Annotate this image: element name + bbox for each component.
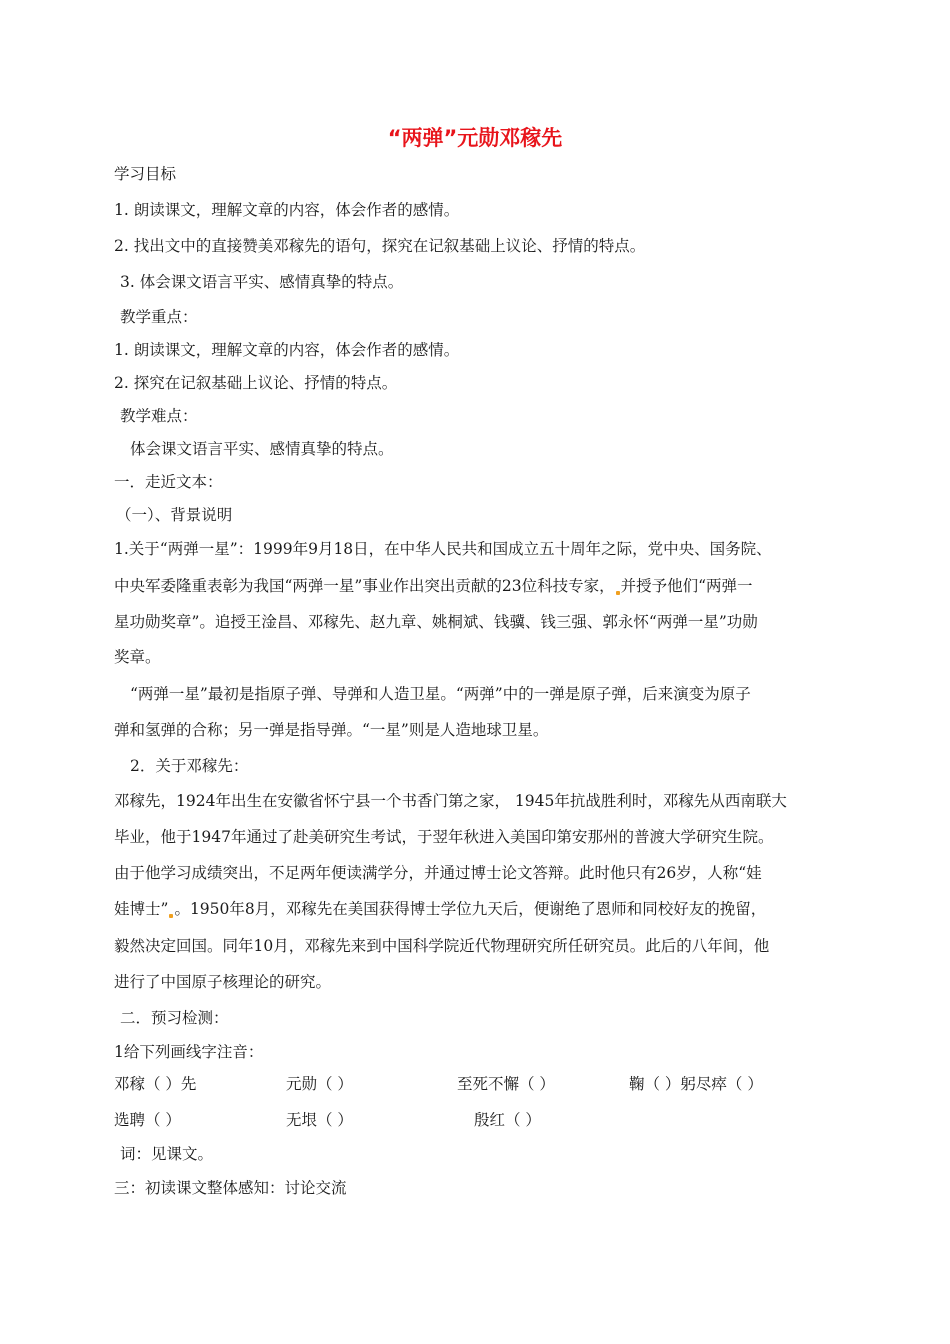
paragraph-line: 奖章。 xyxy=(114,648,161,666)
objective-item: 1. 朗读课文，理解文章的内容，体会作者的感情。 xyxy=(114,201,460,219)
paragraph-line: “两弹一星”最初是指原子弹、导弹和人造卫星。“两弹”中的一弹是原子弹，后来演变为原子 xyxy=(130,685,751,703)
section-heading: 一．走近文本： xyxy=(114,473,223,491)
paragraph-line: 娃博士” 。1950年8月，邓稼先在美国获得博士学位九天后，便谢绝了恩师和同校好友的挽留， xyxy=(114,900,767,918)
key-point-item: 2. 探究在记叙基础上议论、抒情的特点。 xyxy=(114,374,398,392)
paragraph-line: 毕业，他于1947年通过了赴美研究生考试，于翌年秋进入美国印第安那州的普渡大学研究生院。 xyxy=(114,828,774,846)
paragraph-line: 邓稼先，1924年出生在安徽省怀宁县一个书香门第之家， 1945年抗战胜利时，邓稼先从西南联大 xyxy=(114,792,787,810)
paragraph-line: 弹和氢弹的合称；另一弹是指导弹。“一星”则是人造地球卫星。 xyxy=(114,721,549,739)
vocab-note: 词：见课文。 xyxy=(120,1145,214,1163)
key-points-heading: 教学重点： xyxy=(120,308,198,326)
difficulty-text: 体会课文语言平实、感情真挚的特点。 xyxy=(130,440,394,458)
pinyin-item: 至死不懈（ ） xyxy=(457,1075,555,1093)
paragraph-line: 毅然决定回国。同年10月，邓稼先来到中国科学院近代物理研究所任研究员。此后的八年间，他 xyxy=(114,937,770,955)
mark-dot xyxy=(616,591,620,595)
paragraph-line: 星功勋奖章”。追授王淦昌、邓稼先、赵九章、姚桐斌、钱骥、钱三强、郭永怀“两弹一星”功勋 xyxy=(114,613,758,631)
key-point-item: 1. 朗读课文，理解文章的内容，体会作者的感情。 xyxy=(114,341,460,359)
mark-dot xyxy=(169,914,173,918)
pinyin-item: 选聘（ ） xyxy=(114,1111,181,1129)
paragraph-line: 1.关于“两弹一星”：1999年9月18日，在中华人民共和国成立五十周年之际，党中央、国务院、 xyxy=(114,540,772,558)
pinyin-item: 鞠（ ）躬尽瘁（ ） xyxy=(629,1075,763,1093)
objectives-heading: 学习目标 xyxy=(114,165,177,183)
pinyin-item: 殷红（ ） xyxy=(474,1111,541,1129)
paragraph-line: 进行了中国原子核理论的研究。 xyxy=(114,973,332,991)
pinyin-item: 无垠（ ） xyxy=(286,1111,353,1129)
pinyin-row xyxy=(114,1074,874,1094)
section-subheading: 1给下列画线字注音： xyxy=(114,1043,264,1061)
pinyin-item: 元勋（ ） xyxy=(286,1075,353,1093)
objective-item: 3. 体会课文语言平实、感情真挚的特点。 xyxy=(120,273,404,291)
section-heading: 三：初读课文整体感知：讨论交流 xyxy=(114,1179,347,1197)
paragraph-heading: 2．关于邓稼先： xyxy=(130,757,249,775)
pinyin-row xyxy=(114,1110,874,1130)
section-subheading: （一）、背景说明 xyxy=(116,506,233,524)
objective-item: 2. 找出文中的直接赞美邓稼先的语句，探究在记叙基础上议论、抒情的特点。 xyxy=(114,237,646,255)
difficulty-heading: 教学难点： xyxy=(120,407,198,425)
document-title: “两弹”元勋邓稼先 xyxy=(387,126,563,150)
paragraph-line: 中央军委隆重表彰为我国“两弹一星”事业作出突出贡献的23位科技专家， 并授予他们“两弹一 xyxy=(114,577,753,595)
section-heading: 二．预习检测： xyxy=(120,1009,229,1027)
paragraph-line: 由于他学习成绩突出，不足两年便读满学分，并通过博士论文答辩。此时他只有26岁，人称“娃 xyxy=(114,864,762,882)
pinyin-item: 邓稼（ ）先 xyxy=(114,1075,197,1093)
